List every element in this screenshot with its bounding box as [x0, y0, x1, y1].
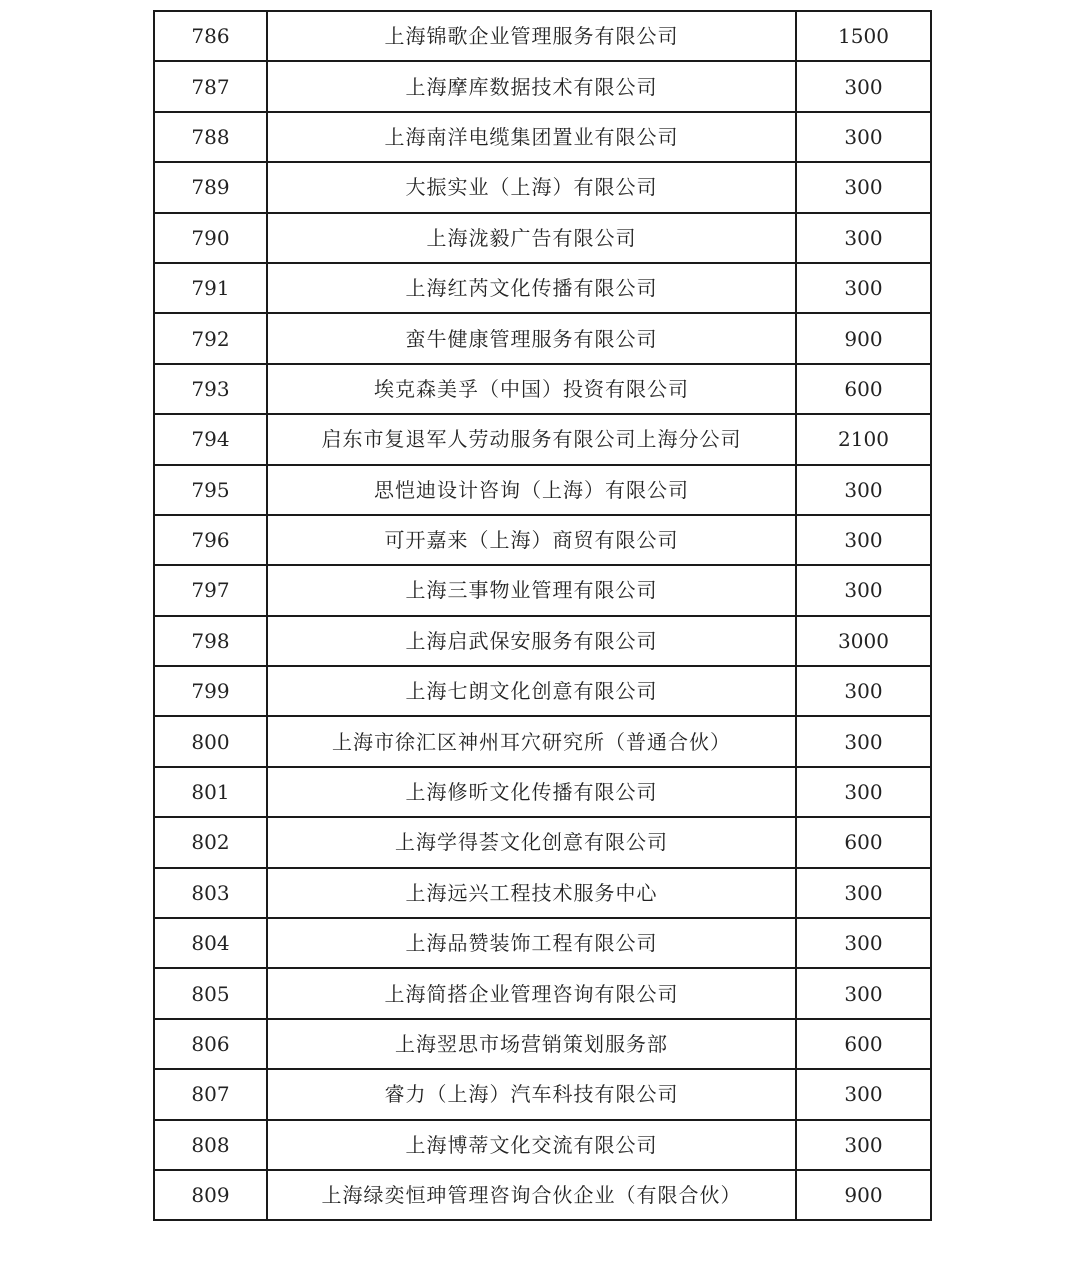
- table-row: [154, 666, 931, 716]
- table-row: [154, 968, 931, 1018]
- company-name-cell: 上海七朗文化创意有限公司: [267, 666, 796, 716]
- table-row: [154, 1170, 931, 1220]
- table-row: [154, 565, 931, 615]
- amount-cell: 900: [796, 1170, 931, 1220]
- table-row: [154, 1019, 931, 1069]
- row-number-cell: 802: [154, 817, 267, 867]
- company-name-cell: 启东市复退军人劳动服务有限公司上海分公司: [267, 414, 796, 464]
- company-name-cell: 埃克森美孚（中国）投资有限公司: [267, 364, 796, 414]
- company-name-cell: 上海三事物业管理有限公司: [267, 565, 796, 615]
- table-row: [154, 313, 931, 363]
- row-number-cell: 800: [154, 716, 267, 766]
- company-name-cell: 上海泷毅广告有限公司: [267, 213, 796, 263]
- amount-cell: 1500: [796, 11, 931, 61]
- table-row: [154, 162, 931, 212]
- row-number-cell: 795: [154, 465, 267, 515]
- table-row: [154, 817, 931, 867]
- table-row: [154, 263, 931, 313]
- row-number-cell: 799: [154, 666, 267, 716]
- row-number-cell: 791: [154, 263, 267, 313]
- row-number-cell: 792: [154, 313, 267, 363]
- table-row: [154, 112, 931, 162]
- company-name-cell: 上海摩库数据技术有限公司: [267, 61, 796, 111]
- row-number-cell: 808: [154, 1120, 267, 1170]
- amount-cell: 600: [796, 817, 931, 867]
- company-name-cell: 上海绿奕恒珅管理咨询合伙企业（有限合伙）: [267, 1170, 796, 1220]
- row-number-cell: 786: [154, 11, 267, 61]
- company-name-cell: 上海学得荟文化创意有限公司: [267, 817, 796, 867]
- table-row: [154, 1069, 931, 1119]
- company-table: [153, 10, 932, 1221]
- amount-cell: 300: [796, 565, 931, 615]
- table-row: [154, 1120, 931, 1170]
- amount-cell: 300: [796, 263, 931, 313]
- table-row: [154, 515, 931, 565]
- company-table-body: [154, 11, 931, 1220]
- company-name-cell: 大振实业（上海）有限公司: [267, 162, 796, 212]
- amount-cell: 300: [796, 666, 931, 716]
- row-number-cell: 788: [154, 112, 267, 162]
- row-number-cell: 794: [154, 414, 267, 464]
- amount-cell: 300: [796, 968, 931, 1018]
- table-row: [154, 868, 931, 918]
- company-name-cell: 上海锦歌企业管理服务有限公司: [267, 11, 796, 61]
- company-name-cell: 睿力（上海）汽车科技有限公司: [267, 1069, 796, 1119]
- row-number-cell: 805: [154, 968, 267, 1018]
- amount-cell: 600: [796, 364, 931, 414]
- row-number-cell: 796: [154, 515, 267, 565]
- row-number-cell: 809: [154, 1170, 267, 1220]
- company-name-cell: 上海品赞装饰工程有限公司: [267, 918, 796, 968]
- company-name-cell: 上海红芮文化传播有限公司: [267, 263, 796, 313]
- row-number-cell: 807: [154, 1069, 267, 1119]
- company-name-cell: 上海简搭企业管理咨询有限公司: [267, 968, 796, 1018]
- row-number-cell: 790: [154, 213, 267, 263]
- company-name-cell: 上海翌思市场营销策划服务部: [267, 1019, 796, 1069]
- company-name-cell: 上海博蒂文化交流有限公司: [267, 1120, 796, 1170]
- amount-cell: 300: [796, 162, 931, 212]
- table-row: [154, 918, 931, 968]
- row-number-cell: 787: [154, 61, 267, 111]
- amount-cell: 300: [796, 767, 931, 817]
- company-name-cell: 上海修昕文化传播有限公司: [267, 767, 796, 817]
- row-number-cell: 803: [154, 868, 267, 918]
- amount-cell: 3000: [796, 616, 931, 666]
- table-row: [154, 616, 931, 666]
- table-row: [154, 364, 931, 414]
- amount-cell: 300: [796, 465, 931, 515]
- company-name-cell: 可开嘉来（上海）商贸有限公司: [267, 515, 796, 565]
- table-row: [154, 465, 931, 515]
- amount-cell: 300: [796, 515, 931, 565]
- company-name-cell: 上海南洋电缆集团置业有限公司: [267, 112, 796, 162]
- amount-cell: 300: [796, 1120, 931, 1170]
- amount-cell: 2100: [796, 414, 931, 464]
- company-name-cell: 上海远兴工程技术服务中心: [267, 868, 796, 918]
- amount-cell: 300: [796, 716, 931, 766]
- row-number-cell: 793: [154, 364, 267, 414]
- table-row: [154, 767, 931, 817]
- company-name-cell: 蛮牛健康管理服务有限公司: [267, 313, 796, 363]
- amount-cell: 900: [796, 313, 931, 363]
- row-number-cell: 789: [154, 162, 267, 212]
- amount-cell: 300: [796, 868, 931, 918]
- company-name-cell: 上海启武保安服务有限公司: [267, 616, 796, 666]
- company-name-cell: 上海市徐汇区神州耳穴研究所（普通合伙）: [267, 716, 796, 766]
- row-number-cell: 806: [154, 1019, 267, 1069]
- amount-cell: 300: [796, 61, 931, 111]
- row-number-cell: 798: [154, 616, 267, 666]
- table-row: [154, 414, 931, 464]
- company-name-cell: 思恺迪设计咨询（上海）有限公司: [267, 465, 796, 515]
- table-row: [154, 213, 931, 263]
- amount-cell: 300: [796, 112, 931, 162]
- row-number-cell: 801: [154, 767, 267, 817]
- amount-cell: 300: [796, 1069, 931, 1119]
- amount-cell: 300: [796, 213, 931, 263]
- row-number-cell: 797: [154, 565, 267, 615]
- amount-cell: 300: [796, 918, 931, 968]
- table-row: [154, 61, 931, 111]
- table-row: [154, 11, 931, 61]
- amount-cell: 600: [796, 1019, 931, 1069]
- row-number-cell: 804: [154, 918, 267, 968]
- table-row: [154, 716, 931, 766]
